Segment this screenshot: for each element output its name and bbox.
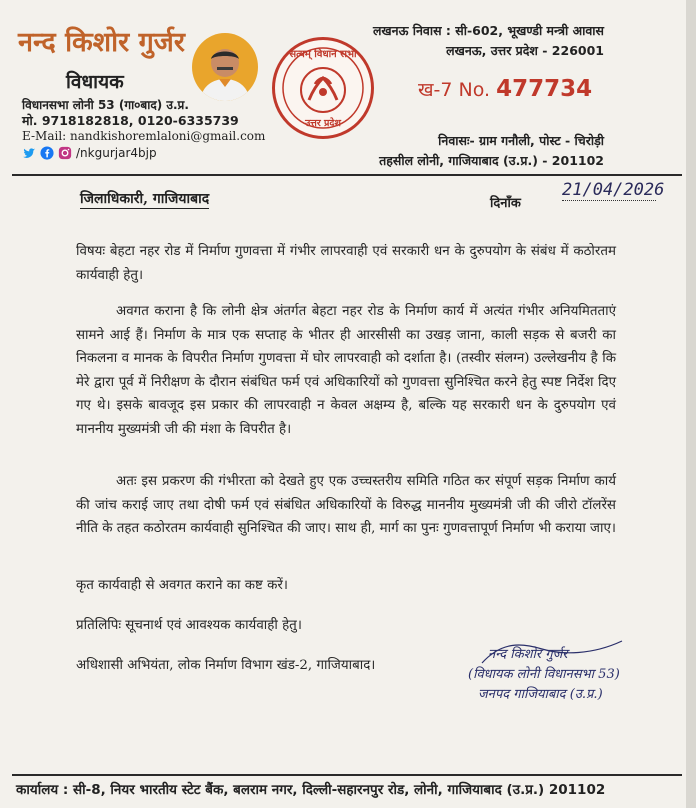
serial-number	[418, 76, 592, 102]
residence-line2: तहसील लोनी, गाजियाबाद (उ.प्र.) - 201102	[379, 153, 604, 168]
mobile-numbers: मो. 9718182818, 0120-6335739	[22, 113, 239, 128]
social-links	[22, 146, 157, 160]
signature-block	[468, 645, 638, 711]
header-divider	[12, 174, 682, 176]
paragraph-2: अतः इस प्रकरण की गंभीरता को देखते हुए एक उच्चस्तरीय समिति गठित कर संपूर्ण सड़क निर्माण कार्य की जांच कराई जाए तथा दोषी फर्म एवं संबंधित अधिकारियों के विरुद्ध माननीय मुख्यमंत्री जी की जीरो टॉलरेंस नीति के तहत कठोरतम कार्यवाही सुनिश्चित की जाए। साथ ही, मार्ग का पुनः गुणवत्तापूर्ण निर्माण भी कराया जाए।	[76, 474, 616, 536]
office-address: कार्यालय : सी-8, नियर भारतीय स्टेट बैंक, बलराम नगर, दिल्ली-सहारनपुर रोड, लोनी, गाजियाबाद (उ.प्र.) 201102	[16, 782, 606, 798]
email-address: E-Mail: nandkishoremlaloni@gmail.com	[22, 129, 266, 143]
signature-name: नन्द किशोर गुर्जर	[488, 647, 568, 662]
seal-top-text: सत्यम् विधान सभा	[289, 49, 357, 60]
addressee: जिलाधिकारी, गाजियाबाद	[80, 191, 210, 207]
copy-line: प्रतिलिपिः सूचनार्थ एवं आवश्यक कार्यवाही हेतु।	[76, 618, 302, 633]
copy-recipient: अधिशासी अभियंता, लोक निर्माण विभाग खंड-2, गाजियाबाद।	[76, 658, 376, 673]
social-handle: /nkgurjar4bjp	[76, 146, 157, 160]
vidhan-sabha-seal	[272, 37, 374, 139]
letterhead-name: नन्द किशोर गुर्जर	[18, 27, 185, 58]
date-label: दिनाँक	[490, 196, 521, 211]
signature-designation: (विधायक लोनी विधानसभा 53)	[468, 667, 620, 682]
residence-line1: निवासः- ग्राम गनौली, पोस्ट - चिरोड़ी	[438, 133, 604, 148]
paragraph-1: अवगत कराना है कि लोनी क्षेत्र अंतर्गत बेहटा नहर रोड के निर्माण कार्य में अत्यंत गंभीर अनियमितताएं सामने आई हैं। निर्माण के मात्र एक सप्ताह के भीतर ही आरसीसी का उखड़ जाना, काली सड़क से बजरी का निकलना व मानक के विपरीत निर्माण गुणवत्ता में घोर लापरवाही को दर्शाता है। (तस्वीर संलग्न) उल्लेखनीय है कि मेरे द्वारा पूर्व में निरीक्षण के दौरान संबंधित फर्म एवं अधिकारियों को गुणवत्ता सुनिश्चित करने हेतु स्पष्ट निर्देश दिए गए थे। इसके बावजूद इस प्रकार की लापरवाही न केवल अक्षम्य है, बल्कि यह सरकारी धन के दुरुपयोग एवं माननीय मुख्यमंत्री जी की मंशा के विपरीत है।	[76, 304, 616, 437]
serial-prefix: ख-7 No.	[418, 79, 491, 101]
footer-divider	[12, 774, 682, 776]
lucknow-address-line1: लखनऊ निवास : सी-602, भूखण्डी मन्त्री आवास	[372, 23, 604, 38]
signature-district: जनपद गाजियाबाद (उ.प्र.)	[478, 687, 603, 702]
lucknow-address-line2: लखनऊ, उत्तर प्रदेश - 226001	[446, 43, 604, 58]
subject: विषयः बेहटा नहर रोड में निर्माण गुणवत्ता में गंभीर लापरवाही एवं सरकारी धन के दुरुपयोग के संबंध में कठोरतम कार्यवाही हेतु।	[76, 244, 616, 283]
instagram-icon	[58, 146, 72, 160]
facebook-icon	[40, 146, 54, 160]
seal-bottom-text: उत्तर प्रदेश	[305, 118, 341, 129]
twitter-icon	[22, 146, 36, 160]
signature-scribble	[478, 639, 628, 669]
page-edge	[686, 0, 696, 808]
constituency: विधानसभा लोनी 53 (गा०बाद) उ.प्र.	[22, 98, 189, 112]
mla-photo	[192, 33, 258, 101]
closing-line: कृत कार्यवाही से अवगत कराने का कष्ट करें।	[76, 578, 288, 593]
serial-value: 477734	[496, 76, 593, 102]
date-value: 21/04/2026	[562, 180, 665, 200]
letterhead-designation: विधायक	[66, 71, 124, 93]
